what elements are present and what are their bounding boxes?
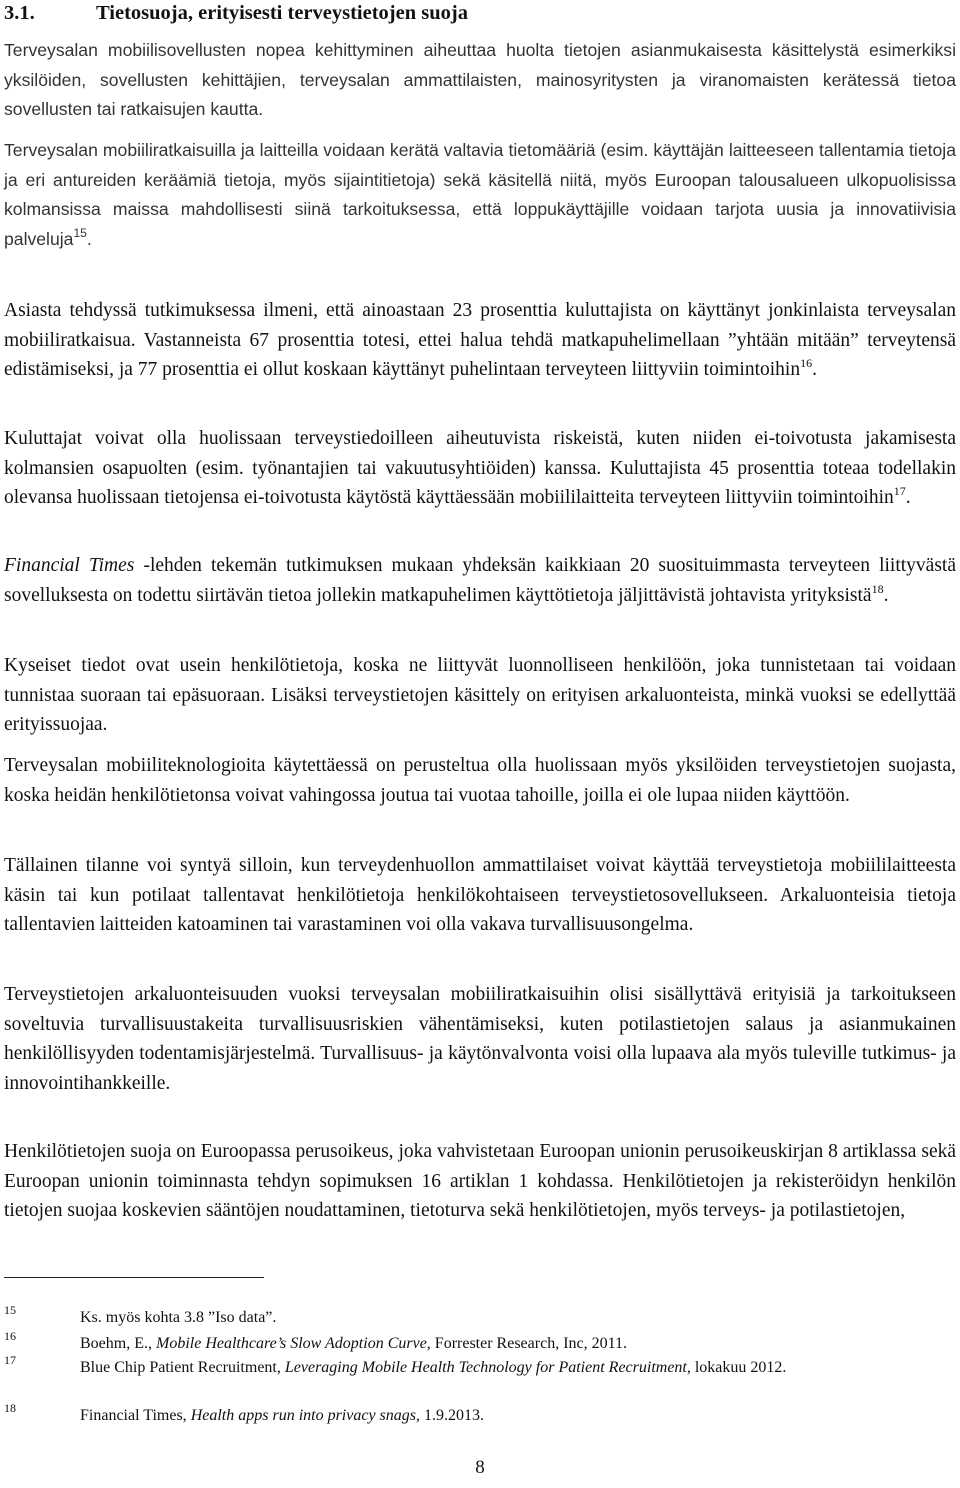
paragraph-5-publication: Financial Times [4, 555, 135, 576]
footnote-number: 15 [4, 1303, 16, 1317]
section-number: 3.1. [4, 2, 35, 24]
footnote-text-tail: , 1.9.2013. [416, 1407, 485, 1424]
paragraph-3-text: Asiasta tehdyssä tutkimuksessa ilmeni, että ainoastaan 23 prosenttia kuluttajista on käyttänyt jonkinlaista terveysalan mobiiliratkaisua. Vastanneista 67 prosenttia totesi, ettei halua tehdä matkapuhelimellaan ”yhtään mitään” terveytensä edistämiseksi, ja 77 prosenttia ei ollut koskaan käyttänyt puhelintaan terveyteen liittyviin toimintoihin [4, 300, 956, 381]
paragraph-7: Terveysalan mobiiliteknologioita käytettäessä on perusteltua olla huolissaan myös yksilöiden terveystietojen suojasta, koska heidän henkilötietonsa voivat vahingossa joutua tai vuotaa tahoille, joilla ei ole lupaa niiden käyttöön. [4, 755, 956, 806]
paragraph-2-text: Terveysalan mobiiliratkaisuilla ja laitteilla voidaan kerätä valtavia tietomääriä (esim. käyttäjän laitteeseen tallentamia tietoja ja eri antureiden keräämiä tietoja, myös sijaintitietoja) sekä käsitellä niitä, myös Euroopan talousalueen ulkopuolisissa kolmansissa maissa mahdollisesti siinä tarkoituksessa, että loppukäyttäjille voidaan tarjota uusia ja innovatiivisia palveluja [4, 140, 956, 249]
footnote-number: 18 [4, 1401, 16, 1415]
section-title: Tietosuoja, erityisesti terveystietojen suoja [96, 2, 468, 24]
footnote-ref-18[interactable]: 18 [871, 581, 884, 596]
footnote-text [80, 1308, 956, 1328]
paragraph-9: Terveystietojen arkaluonteisuuden vuoksi terveysalan mobiiliratkaisuihin olisi sisällyttävä erityisiä ja tarkoitukseen soveltuvia turvallisuustakeita turvallisuusriskien vähentämiseksi, kuten potilastietojen salaus ja asianmukainen henkilöllisyyden todentamisjärjestelmä. Turvallisuus- ja käytönvalvonta voisi olla lupaava ala myös tuleville tutkimus- ja innovointihankkeille. [4, 984, 956, 1094]
footnote-text-italic: Health apps run into privacy snags [190, 1407, 417, 1424]
footnote-text-italic: Mobile Healthcare’s Slow Adoption Curve [156, 1335, 427, 1352]
paragraph-2 [4, 136, 956, 254]
section-heading [4, 0, 468, 26]
paragraph-5 [4, 551, 956, 610]
paragraph-10: Henkilötietojen suoja on Euroopassa perusoikeus, joka vahvistetaan Euroopan unionin perusoikeuskirjan 8 artiklassa sekä Euroopan unionin toiminnasta tehdyn sopimuksen 16 artiklan 1 kohdassa. Henkilötietojen ja rekisteröidyn henkilön tietojen suojaa koskevien sääntöjen noudattaminen, tietoturva sekä henkilötietojen, myös terveys- ja potilastietojen, [4, 1141, 956, 1222]
footnote-text-plain: Blue Chip Patient Recruitment, [80, 1359, 285, 1376]
paragraph-4-end: . [905, 487, 911, 509]
paragraph-2-end: . [86, 228, 92, 249]
paragraph-3-end: . [812, 359, 817, 381]
footnote-ref-16[interactable]: 16 [800, 356, 813, 371]
footnote-text-tail: , Forrester Research, Inc, 2011. [426, 1335, 628, 1352]
paragraph-5-end: . [883, 584, 889, 606]
footnote-text [80, 1406, 956, 1426]
footnote-text-plain: Ks. myös kohta 3.8 ”Iso data”. [80, 1309, 277, 1326]
footnote-text-plain: Financial Times, [80, 1407, 191, 1424]
paragraph-5-text: -lehden tekemän tutkimuksen mukaan yhdeksän kaikkiaan 20 suosituimmasta terveyteen liittyvästä sovelluksesta on todettu siirtävän tietoa jollekin matkapuhelimen käyttötietoja jäljittävistä johtavista yrityksistä [4, 555, 956, 606]
paragraph-4 [4, 424, 956, 513]
paragraph-6: Kyseiset tiedot ovat usein henkilötietoja, koska ne liittyvät luonnolliseen henkilöön, joka tunnistetaan tai voidaan tunnistaa suoraan tai epäsuoraan. Lisäksi terveystietojen käsittely on erityisen arkaluonteista, minkä vuoksi se edellyttää erityissuojaa. [4, 655, 956, 736]
footnote-ref-17[interactable]: 17 [893, 484, 906, 499]
footnote-number: 16 [4, 1329, 16, 1343]
footnote-text [80, 1334, 956, 1354]
footnote-text-italic: Leveraging Mobile Health Technology for Patient Recruitment [284, 1359, 687, 1376]
footnote-separator [4, 1277, 264, 1278]
paragraph-1: Terveysalan mobiilisovellusten nopea kehittyminen aiheuttaa huolta tietojen asianmukaisesta käsittelystä esimerkiksi yksilöiden, sovellusten kehittäjien, terveysalan ammattilaisten, mainosyritysten ja viranomaisten kerätessä tietoa sovellusten tai ratkaisujen kautta. [4, 40, 956, 120]
paragraph-4-text: Kuluttajat voivat olla huolissaan terveystiedoilleen aiheutuvista riskeistä, kuten niiden ei-toivotusta jakamisesta kolmansien osapuolten (esim. työnantajien tai vakuutusyhtiöiden) kanssa. Kuluttajista 45 prosenttia toteaa todellakin olevansa huolissaan tietojensa ei-toivotusta käytöstä käyttäessään mobiililaitteita terveyteen liittyviin toimintoihin [4, 428, 956, 509]
paragraph-8: Tällainen tilanne voi syntyä silloin, kun terveydenhuollon ammattilaiset voivat käyttää terveystietoja mobiililaitteesta käsin tai kun potilaat tallentavat henkilötietoja henkilökohtaiseen terveystietosovellukseen. Arkaluonteisia tietoja tallentavien laitteiden katoaminen tai varastaminen voi olla vakava turvallisuusongelma. [4, 855, 956, 936]
paragraph-3 [4, 296, 956, 385]
page-number: 8 [475, 1457, 485, 1478]
footnote-text [80, 1358, 956, 1378]
footnote-text-plain: Boehm, E., [80, 1335, 156, 1352]
footnote-ref-15[interactable]: 15 [73, 225, 87, 240]
footnote-text-tail: , lokakuu 2012. [686, 1359, 787, 1376]
footnote-number: 17 [4, 1353, 16, 1367]
